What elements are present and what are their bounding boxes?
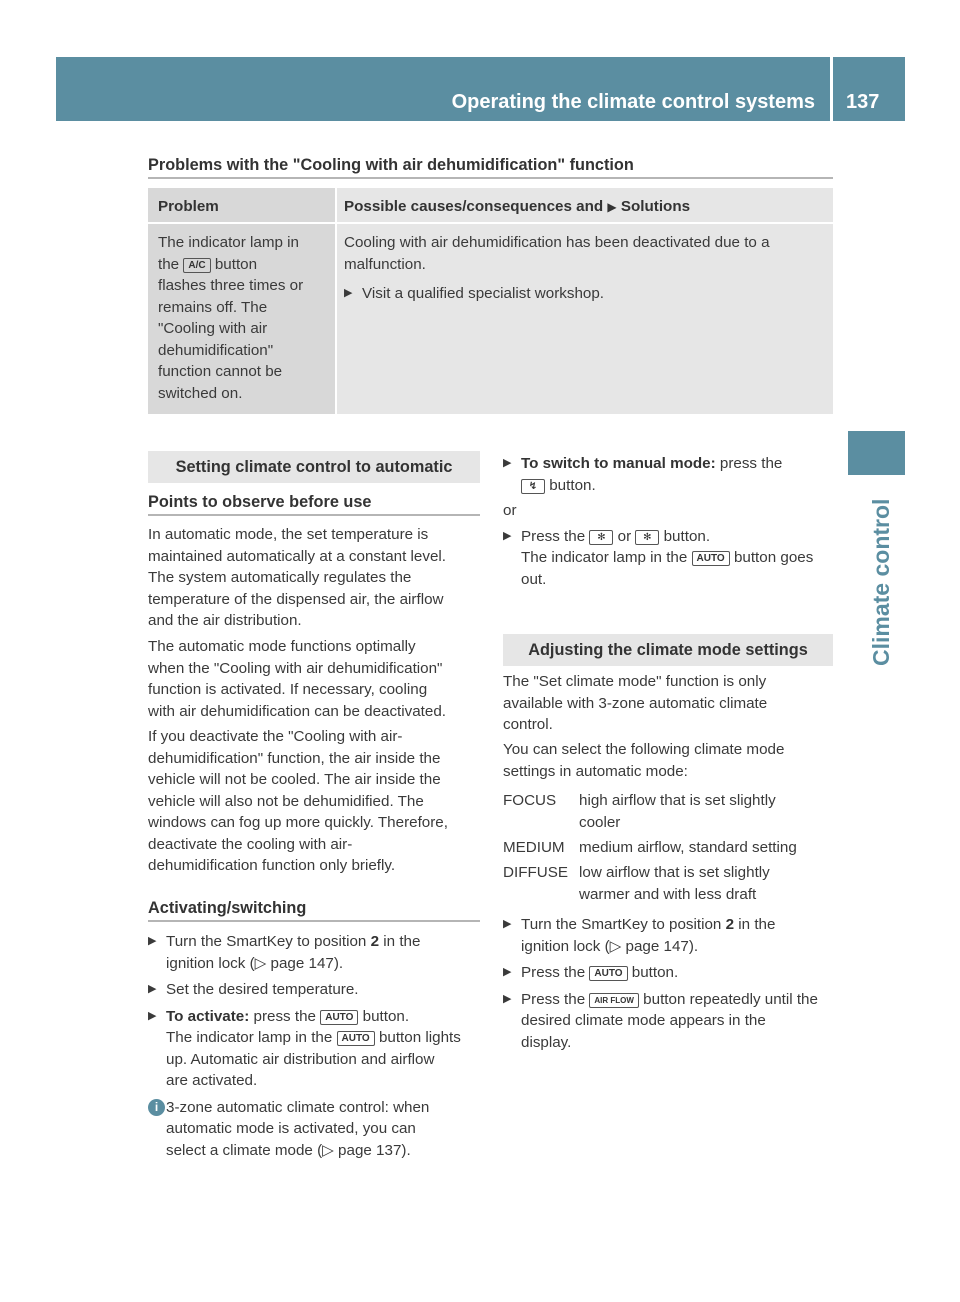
step-item: ▶ Turn the SmartKey to position 2 in the ignition lock (▷ page 147). (148, 933, 421, 972)
column-header: Problem (158, 198, 219, 215)
paragraph: If you deactivate the "Cooling with air- dehumidification" function, the air inside the vehicle will not be cooled. The air inside the vehicle will also not be dehumidified. The windows can fog up more quickly. Therefore, deactivate the cooling with air- dehumidification function only briefly. (148, 728, 448, 874)
info-note: i 3-zone automatic climate control: when automatic mode is activated, you can select a climate mode (▷ page 137). (148, 1097, 484, 1162)
table-header-problem (148, 188, 335, 222)
paragraph: You can select the following climate mode settings in automatic mode: (503, 741, 785, 780)
problems-section-title: Problems with the "Cooling with air dehumidification" function (148, 156, 634, 174)
paragraph: The automatic mode functions optimally when the "Cooling with air dehumidification" function is activated. If necessary, cooling with air dehumidification can be deactivated. (148, 638, 447, 720)
solution-step: ▶ Visit a qualified specialist workshop. (344, 283, 830, 305)
step-arrow-icon: ▶ (503, 529, 512, 542)
fan-high-icon: ✻ (635, 530, 659, 545)
problems-table (148, 188, 833, 414)
section-heading-automatic: Setting climate control to automatic (148, 451, 480, 483)
airflow-button-icon: AIR FLOW (589, 993, 639, 1008)
side-tab-label: Climate control (868, 498, 894, 666)
step-arrow-icon: ▶ (344, 287, 353, 299)
step-arrow-icon: ▶ (503, 918, 512, 930)
table-header-causes (337, 188, 833, 222)
step-list: ▶ To switch to manual mode: press the ↯ button. or ▶ Press the ✻ or ✻ button. The indicator lamp in the AUTO button goes out. (503, 453, 837, 590)
auto-button-icon: AUTO (337, 1031, 375, 1046)
ac-button-icon: A/C (183, 258, 210, 273)
step-arrow-icon: ▶ (503, 457, 512, 469)
page-number: 137 (846, 91, 880, 113)
info-icon: i (148, 1099, 165, 1116)
step-item: ▶ Press the AUTO button. (503, 962, 837, 984)
subheading-activating: Activating/switching (148, 899, 307, 917)
step-arrow-icon: ▶ (503, 966, 512, 978)
chapter-title: Operating the climate control systems (451, 91, 815, 113)
side-tab (850, 486, 902, 666)
manual-distribution-icon: ↯ (521, 479, 545, 494)
column-header: Possible causes/consequences and ▶ Solutions (344, 198, 691, 215)
section-divider (148, 177, 833, 179)
side-tab-marker (848, 431, 905, 475)
section-heading-climate-mode: Adjusting the climate mode settings (503, 634, 833, 666)
step-item: ▶ Press the ✻ or ✻ button. The indicator lamp in the AUTO button goes out. (503, 527, 814, 588)
paragraph: In automatic mode, the set temperature is maintained automatically at a constant level. The system automatically regulates the temperature of the dispensed air, the airflow and the air distribution. (148, 526, 447, 629)
paragraph: The "Set climate mode" function is only available with 3-zone automatic climate control. (503, 673, 768, 733)
step-item: ▶ Set the desired temperature. (148, 979, 484, 1001)
step-arrow-icon: ▶ (148, 935, 157, 947)
header-divider (830, 57, 833, 121)
table-cell-causes: Cooling with air dehumidification has been deactivated due to a malfunction. ▶ Visit a qualified specialist workshop. (337, 224, 833, 414)
step-item: ▶ Turn the SmartKey to position 2 in the ignition lock (▷ page 147). (503, 916, 776, 955)
step-arrow-icon: ▶ (148, 983, 157, 995)
climate-mode-list: FOCUS high airflow that is set slightly cooler MEDIUM medium airflow, standard setting DIFFUSE low airflow that is set slightly warmer and with less draft (503, 792, 797, 903)
subheading-points: Points to observe before use (148, 493, 372, 511)
auto-button-icon: AUTO (589, 966, 627, 981)
subheading-rule (148, 920, 480, 922)
step-item: ▶ To switch to manual mode: press the ↯ button. (503, 455, 783, 494)
auto-button-icon: AUTO (320, 1010, 358, 1025)
auto-button-icon: AUTO (692, 551, 730, 566)
step-list (148, 931, 484, 1161)
page-header-bar (56, 57, 905, 121)
subheading-rule (148, 514, 480, 516)
step-arrow-icon: ▶ (503, 992, 512, 1005)
table-cell-problem: The indicator lamp in the A/C button flashes three times or remains off. The "Cooling with air dehumidification" function cannot be switched on. (148, 224, 335, 414)
step-list (503, 914, 837, 1053)
arrow-icon: ▶ (607, 200, 617, 214)
fan-low-icon: ✻ (589, 530, 613, 545)
step-item: ▶ To activate: press the AUTO button. The indicator lamp in the AUTO button lights up. Automatic air distribution and airflow are activated. (148, 1007, 461, 1089)
step-arrow-icon: ▶ (148, 1009, 157, 1022)
step-item: ▶ Press the AIR FLOW button repeatedly until the desired climate mode appears in the display. (503, 990, 818, 1051)
